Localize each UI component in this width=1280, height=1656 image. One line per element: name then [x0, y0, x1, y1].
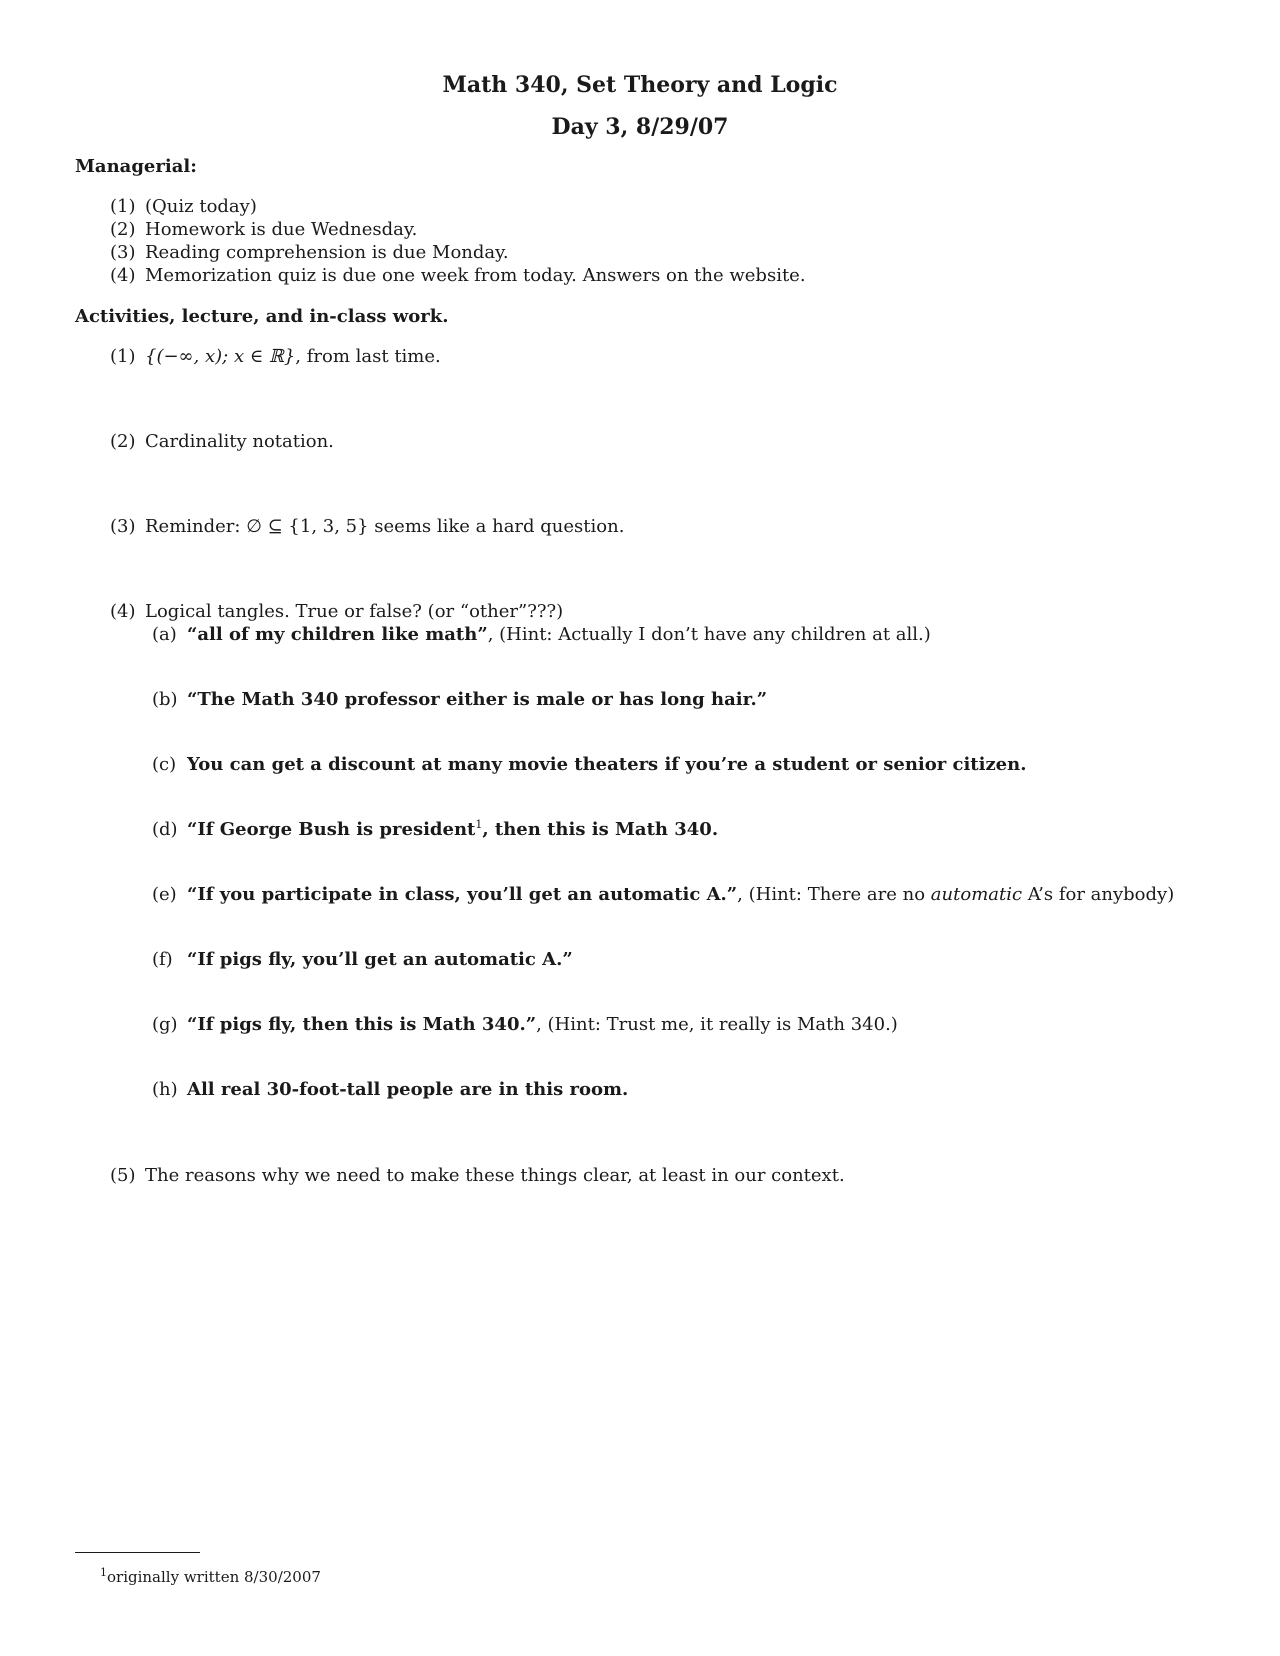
- item-text: Cardinality notation.: [145, 431, 334, 452]
- sub-item-label: (a): [152, 624, 177, 645]
- sub-item-text: “If pigs fly, then this is Math 340.”, (Hint: Trust me, it really is Math 340.): [187, 1014, 898, 1035]
- footnote-mark: 1: [475, 818, 483, 831]
- item-text: Memorization quiz is due one week from today. Answers on the website.: [145, 265, 806, 286]
- sub-item-label: (g): [152, 1014, 178, 1035]
- sub-item-text: “The Math 340 professor either is male or has long hair.”: [187, 689, 768, 710]
- sub-item-label: (e): [152, 884, 177, 905]
- page-title: Math 340, Set Theory and Logic: [442, 72, 838, 98]
- item-text: Logical tangles. True or false? (or “other”???): [145, 601, 564, 622]
- item-text: Homework is due Wednesday.: [145, 219, 418, 240]
- item-text: Reading comprehension is due Monday.: [145, 242, 509, 263]
- sub-item-text: All real 30-foot-tall people are in this room.: [187, 1079, 629, 1100]
- sub-item-label: (f): [152, 949, 173, 970]
- item-text-tail: , from last time.: [295, 346, 441, 367]
- sub-item-text: You can get a discount at many movie theaters if you’re a student or senior citizen.: [187, 754, 1027, 775]
- sub-item-label: (d): [152, 819, 178, 840]
- item-text: [145, 346, 441, 367]
- sub-item-label: (h): [152, 1079, 178, 1100]
- sub-item-label: (b): [152, 689, 178, 710]
- item-text: (Quiz today): [145, 196, 257, 217]
- sub-item-label: (c): [152, 754, 177, 775]
- sub-item-text: “If you participate in class, you’ll get an automatic A.”, (Hint: There are no automatic A’s for anybody): [187, 884, 1175, 905]
- sub-item-text: “If pigs fly, you’ll get an automatic A.”: [187, 949, 573, 970]
- item-text-tail: seems like a hard question.: [368, 516, 625, 537]
- item-number: (3): [110, 242, 136, 263]
- item-number: (1): [110, 346, 136, 367]
- activities-heading: Activities, lecture, and in-class work.: [75, 306, 449, 327]
- managerial-heading: Managerial:: [75, 156, 197, 177]
- item-text: The reasons why we need to make these things clear, at least in our context.: [145, 1165, 845, 1186]
- footnote-rule: [75, 1552, 200, 1553]
- item-text: [145, 516, 624, 537]
- footnote-number: 1: [100, 1566, 107, 1579]
- set-expression: ∅ ⊆ {1, 3, 5}: [246, 516, 369, 537]
- sub-item-text: “If George Bush is president$^1$, then this is Math 340.: [187, 818, 719, 840]
- item-number: (2): [110, 431, 136, 452]
- item-number: (1): [110, 196, 136, 217]
- set-expression: {(−∞, x); x ∈ ℝ}: [145, 346, 296, 367]
- item-number: (5): [110, 1165, 136, 1186]
- item-text-prefix: Reminder:: [145, 516, 247, 537]
- footnote-text: originally written 8/30/2007: [107, 1568, 321, 1586]
- sub-item-text: “all of my children like math”, (Hint: Actually I don’t have any children at all.): [187, 624, 931, 645]
- item-number: (2): [110, 219, 136, 240]
- footnote: [100, 1568, 321, 1586]
- day-subtitle: Day 3, 8/29/07: [551, 114, 729, 140]
- item-number: (3): [110, 516, 136, 537]
- item-number: (4): [110, 265, 136, 286]
- item-number: (4): [110, 601, 136, 622]
